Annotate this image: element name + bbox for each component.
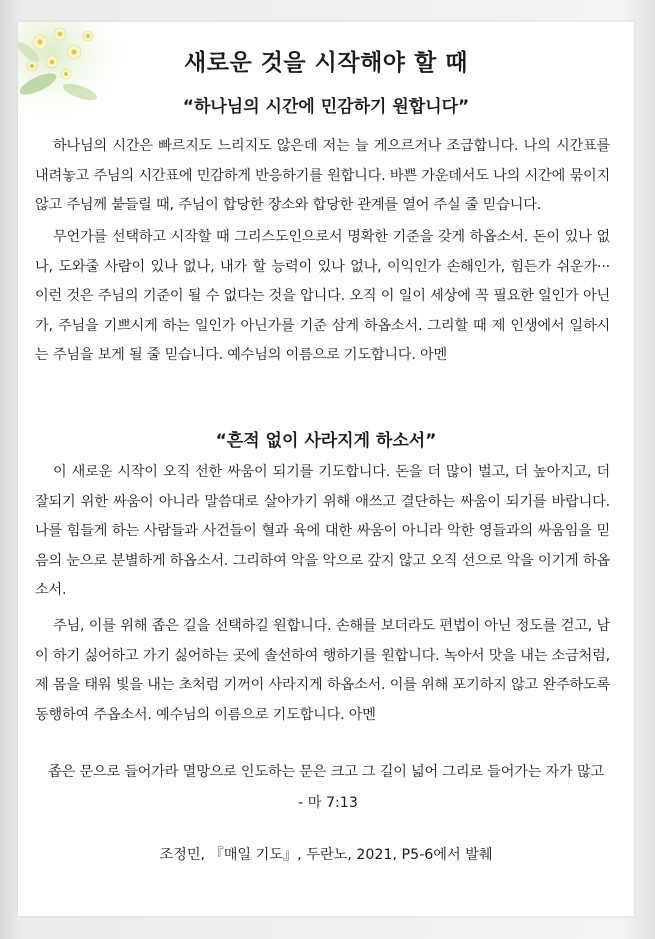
- source-citation: 조정민, 『매일 기도』, 두란노, 2021, P5-6에서 발췌: [159, 847, 493, 863]
- document-sheet: [18, 22, 634, 916]
- section1-heading: “하나님의 시간에 민감하기 원합니다”: [182, 97, 470, 117]
- section1-paragraph-2: 무언가를 선택하고 시작할 때 그리스도인으로서 명확한 기준을 갖게 하옵소서. 돈이 있나 없나, 도와줄 사람이 있나 없나, 내가 할 능력이 있나 없나, 이익인가 손해인가, 힘든가 쉬운가··· 이런 것은 주님의 기준이 될 수 없다는 것을 압니다. 오직 이 일이 세상에 꼭 필요한 일인가 아닌가, 주님을 기쁘시게 하는 일인가 아닌가를 기준 삼게 하옵소서. 그리할 때 제 인생에서 일하시는 주님을 보게 될 줄 믿습니다. 예수님의 이름으로 기도합니다. 아멘: [35, 229, 610, 363]
- section2-heading: “흔적 없이 사라지게 하소서”: [215, 431, 437, 451]
- document-title: 새로운 것을 시작해야 할 때: [184, 50, 468, 76]
- scripture-quote: 좁은 문으로 들어가라 멸망으로 인도하는 문은 크고 그 길이 넓어 그리로 들어가는 자가 많고: [48, 764, 604, 780]
- section2-paragraph-2: 주님, 이를 위해 좁은 길을 선택하길 원합니다. 손해를 보더라도 편법이 아닌 정도를 걷고, 남이 하기 싫어하고 가기 싫어하는 곳에 솔선하여 행하기를 원합니다. 녹아서 맛을 내는 소금처럼, 제 몸을 태워 빛을 내는 초처럼 기꺼이 사라지게 하옵소서. 이를 위해 포기하지 않고 완주하도록 동행하여 주옵소서. 예수님의 이름으로 기도합니다. 아멘: [35, 618, 610, 723]
- section1-paragraph-1: 하나님의 시간은 빠르지도 느리지도 않은데 저는 늘 게으르거나 조급합니다. 나의 시간표를 내려놓고 주님의 시간표에 민감하게 반응하기를 원합니다. 바쁜 가운데서도 나의 시간에 묶이지 않고 주님께 붙들릴 때, 주님이 합당한 장소와 합당한 관계를 열어 주실 줄 믿습니다.: [35, 138, 610, 213]
- section2-paragraph-1: 이 새로운 시작이 오직 선한 싸움이 되기를 기도합니다. 돈을 더 많이 벌고, 더 높아지고, 더 잘되기 위한 싸움이 아니라 말씀대로 살아가기 위해 애쓰고 결단하는 싸움이 되기를 바랍니다. 나를 힘들게 하는 사람들과 사건들이 혈과 육에 대한 싸움이 아니라 악한 영들과의 싸움임을 믿음의 눈으로 분별하게 하옵소서. 그리하여 악을 악으로 갚지 않고 오직 선으로 악을 이기게 하옵소서.: [35, 464, 610, 598]
- scripture-reference: - 마 7:13: [298, 795, 358, 811]
